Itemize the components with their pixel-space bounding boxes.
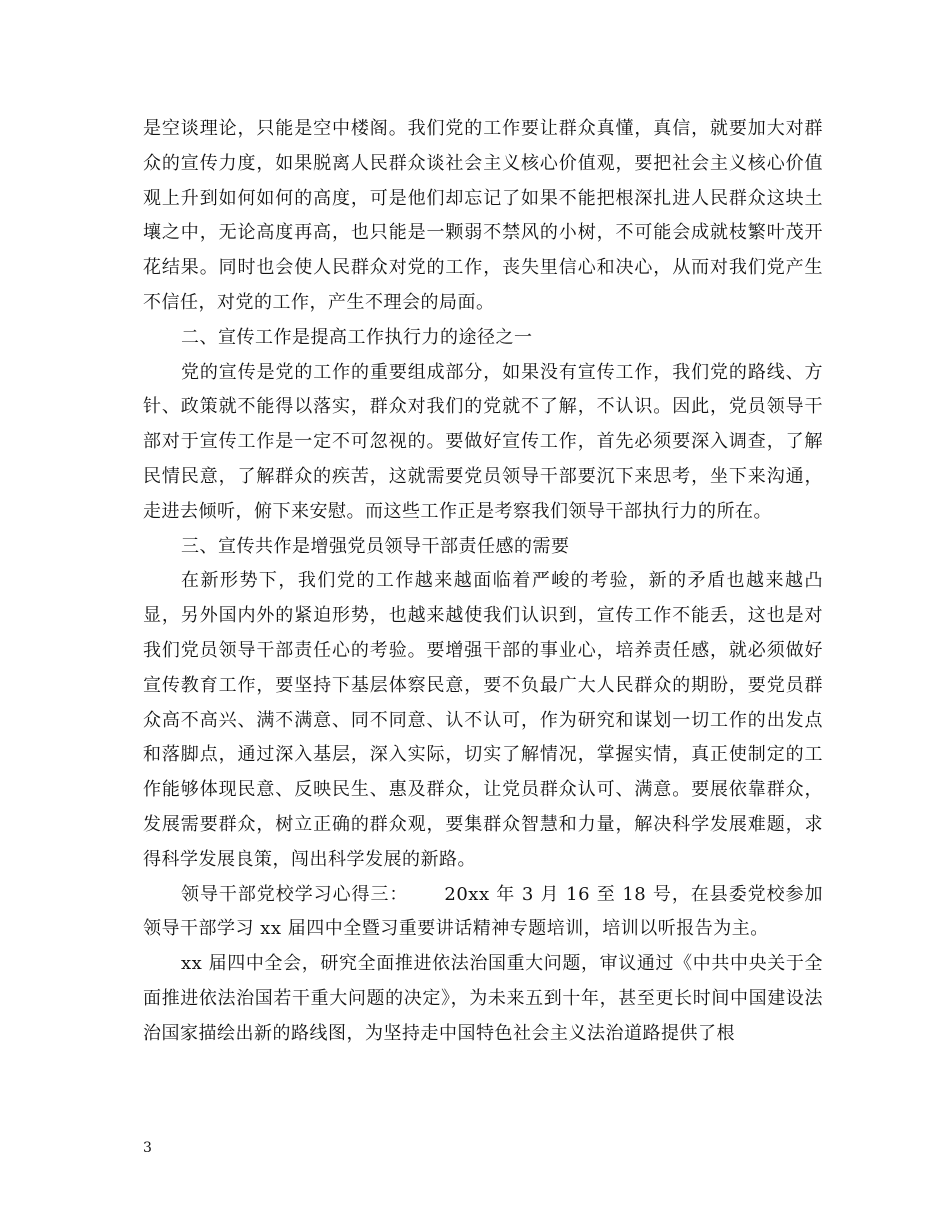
study-notes-body: 20xx 年 3 月 16 至 18 号，在县委党校参加领导干部学习 xx 届四中全暨习重要讲话精神专题培训，培训以听报告为主。 — [143, 883, 823, 940]
paragraph-propaganda-execution: 党的宣传是党的工作的重要组成部分，如果没有宣传工作，我们党的路线、方针、政策就不能得以落实，群众对我们的党就不了解，不认识。因此，党员领导干部对于宣传工作是一定不可忽视的。要做好宣传工作，首先必须要深入调查，了解民情民意，了解群众的疾苦，这就需要党员领导干部要沉下来思考，坐下来沟通，走进去倾听，俯下来安慰。而这些工作正是考察我们领导干部执行力的所在。 — [143, 361, 823, 522]
section-heading-two: 二、宣传工作是提高工作执行力的途径之一 — [181, 326, 533, 348]
paragraph-responsibility: 在新形势下，我们党的工作越来越面临着严峻的考验，新的矛盾也越来越凸显，另外国内外的紧迫形势，也越来越使我们认识到，宣传工作不能丢，这也是对我们党员领导干部责任心的考验。要增强干部的事业心，培养责任感，就必须做好宣传教育工作，要坚持下基层体察民意，要不负最广大人民群众的期盼，要党员群众高不高兴、满不满意、同不同意、认不认可，作为研究和谋划一切工作的出发点和落脚点，通过深入基层，深入实际，切实了解情况，掌握实情，真正使制定的工作能够体现民意、反映民生、惠及群众，让党员群众认可、满意。要展依靠群众，发展需要群众，树立正确的群众观，要集群众智慧和力量，解决科学发展难题，求得科学发展良策，闯出科学发展的新路。 — [143, 570, 823, 870]
paragraph-study-notes-three — [143, 878, 823, 948]
paragraph-continued: 是空谈理论，只能是空中楼阁。我们党的工作要让群众真懂，真信，就要加大对群众的宣传力度，如果脱离人民群众谈社会主义核心价值观，要把社会主义核心价值观上升到如何如何的高度，可是他们却忘记了如果不能把根深扎进人民群众这块土壤之中，无论高度再高，也只能是一颗弱不禁风的小树，不可能会成就枝繁叶茂开花结果。同时也会使人民群众对党的工作，丧失里信心和决心，从而对我们党产生不信任，对党的工作，产生不理会的局面。 — [143, 118, 823, 313]
page-number: 3 — [143, 1140, 152, 1156]
paragraph-fourth-plenum: xx 届四中全会，研究全面推进依法治国重大问题，审议通过《中共中央关于全面推进依法治国若干重大问题的决定》，为未来五到十年，甚至更长时间中国建设法治国家描绘出新的路线图，为坚持走中国特色社会主义法治道路提供了根 — [143, 953, 823, 1044]
section-heading-three: 三、宣传共作是增强党员领导干部责任感的需要 — [181, 535, 570, 557]
body-text — [143, 112, 823, 1052]
study-notes-lead: 领导干部党校学习心得三： — [181, 883, 409, 905]
